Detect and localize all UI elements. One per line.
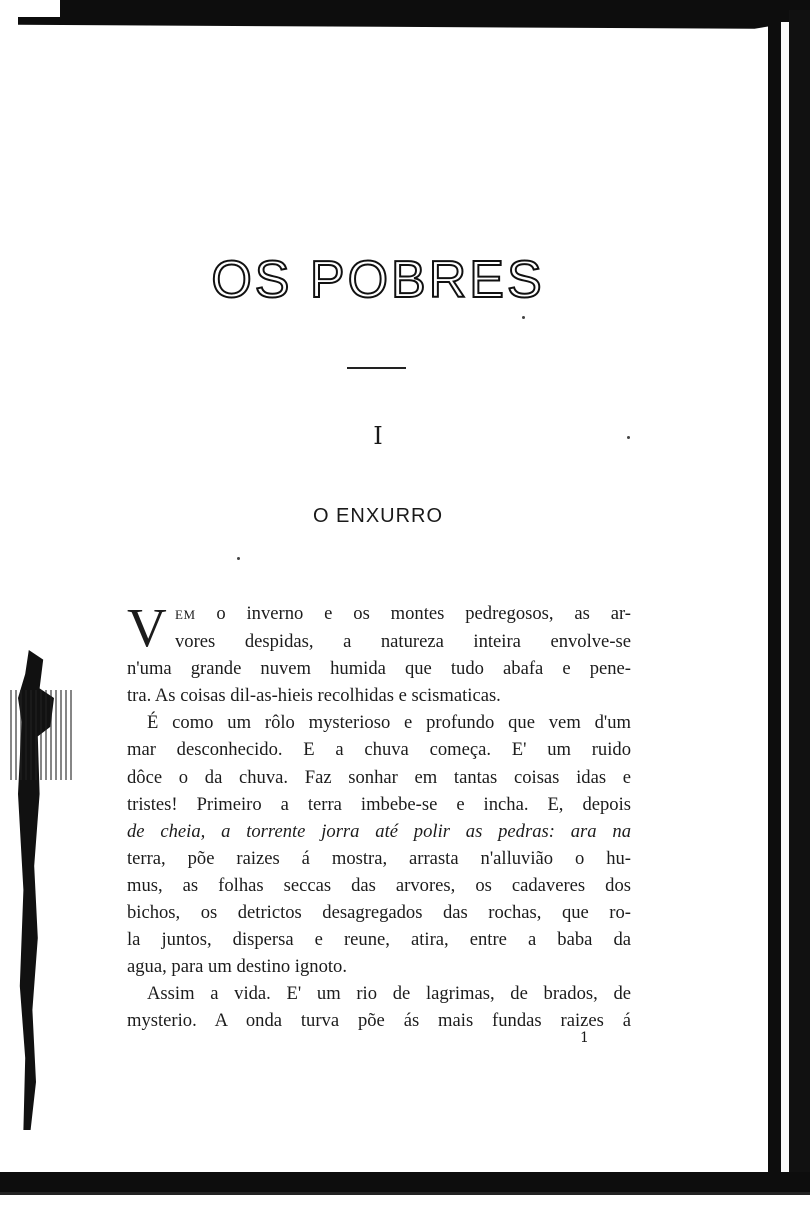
scan-edge-notch bbox=[18, 0, 60, 17]
text-line: tristes! Primeiro a terra imbebe-se e incha. E, depois bbox=[127, 793, 631, 815]
speck bbox=[237, 557, 240, 560]
text-line: agua, para um destino ignoto. bbox=[127, 956, 347, 978]
scan-edge-right-outer bbox=[789, 10, 810, 1190]
text-line: n'uma grande nuvem humida que tudo abafa e pene- bbox=[127, 658, 631, 680]
text-line: mus, as folhas seccas das arvores, os cadaveres dos bbox=[127, 874, 631, 896]
scan-edge-top bbox=[18, 0, 810, 40]
speck bbox=[522, 316, 525, 319]
drop-cap: V bbox=[127, 597, 167, 658]
text-line bbox=[127, 600, 631, 628]
text-line: vores despidas, a natureza inteira envolve-se bbox=[175, 631, 631, 653]
page-number: 1 bbox=[580, 1030, 589, 1046]
text-line: la juntos, dispersa e reune, atira, entre a baba da bbox=[127, 929, 631, 951]
text-line: tra. As coisas dil-as-hieis recolhidas e scismaticas. bbox=[127, 685, 501, 707]
scan-edge-bottom-line bbox=[0, 1192, 810, 1208]
body-text bbox=[127, 597, 631, 1035]
text-line: bichos, os detrictos desagregados das rochas, que ro- bbox=[127, 902, 631, 924]
text-line: dôce o da chuva. Faz sonhar em tantas coisas idas e bbox=[127, 766, 631, 788]
text-line-content: o inverno e os montes pedregosos, as ar- bbox=[195, 603, 631, 624]
text-line: É como um rôlo mysterioso e profundo que vem d'um bbox=[147, 712, 631, 734]
scan-edge-right bbox=[768, 22, 781, 1182]
text-line: Assim a vida. E' um rio de lagrimas, de brados, de bbox=[147, 983, 631, 1005]
small-caps-word: EM bbox=[175, 607, 196, 622]
scan-edge-bottom bbox=[0, 1172, 810, 1192]
text-line-italic: de cheia, a torrente jorra até polir as pedras: ara na bbox=[127, 820, 631, 842]
scan-binding-texture bbox=[10, 690, 72, 780]
text-line: terra, põe raizes á mostra, arrasta n'alluvião o hu- bbox=[127, 847, 631, 869]
title-rule bbox=[347, 367, 406, 369]
section-number: I bbox=[373, 422, 383, 450]
text-line: mar desconhecido. E a chuva começa. E' um ruido bbox=[127, 739, 631, 761]
text-line: mysterio. A onda turva põe ás mais fundas raizes á bbox=[127, 1010, 631, 1032]
page-title: OS POBRES bbox=[211, 251, 545, 309]
scan-edge-right-gap bbox=[781, 22, 789, 1182]
chapter-title: O ENXURRO bbox=[312, 505, 444, 527]
